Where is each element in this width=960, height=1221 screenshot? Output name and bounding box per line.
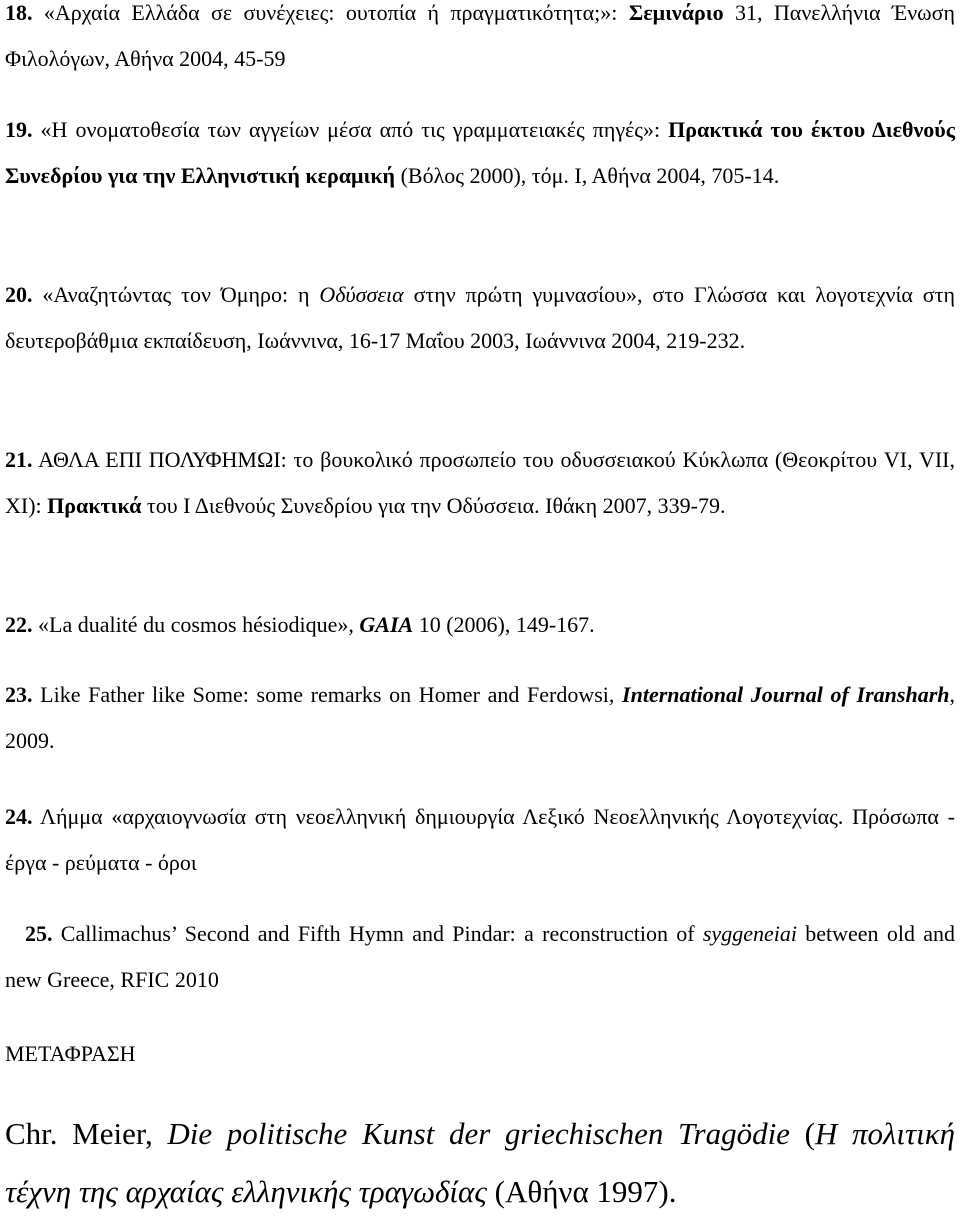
entry-text: του Ι Διεθνούς Συνεδρίου για την Οδύσσεια. Ιθάκη 2007, 339-79.: [141, 493, 726, 518]
entry-italic-term: syggeneiai: [702, 921, 797, 946]
entry-number: 20.: [5, 282, 33, 307]
entry-journal-title: International Journal of Iransharh: [622, 682, 950, 707]
entry-text: , 2009.: [5, 682, 955, 753]
entry-number: 25.: [25, 921, 53, 946]
bibliography-entry-23: [5, 672, 955, 764]
entry-bold-title: Πρακτικά του έκτου Διεθνούς Συνεδρίου για την Ελληνιστική κεραμική: [5, 117, 955, 188]
bibliography-entry-20: [5, 272, 955, 364]
bibliography-entry-22: [5, 602, 955, 648]
bibliography-entry-24: [5, 794, 955, 886]
entry-number: 24.: [5, 804, 33, 829]
section-heading: ΜΕΤΑΦΡΑΣΗ: [5, 1041, 136, 1066]
entry-text: 10 (2006), 149-167.: [413, 612, 595, 637]
entry-number: 19.: [5, 117, 33, 142]
entry-text: «Αναζητώντας τον Όμηρο: η: [32, 282, 320, 307]
entry-bold-title: Σεμινάριο: [628, 0, 724, 25]
translation-author: Chr. Meier,: [5, 1116, 168, 1151]
entry-text: Like Father like Some: some remarks on Homer and Ferdowsi,: [32, 682, 623, 707]
entry-text: «La dualité du cosmos hésiodique»,: [32, 612, 360, 637]
entry-bold-title: Πρακτικά: [47, 493, 142, 518]
entry-text: Callimachus’ Second and Fifth Hymn and Pindar: a reconstruction of: [52, 921, 703, 946]
entry-text: 31, Πανελλήνια Ένωση Φιλολόγων, Αθήνα 2004, 45-59: [5, 0, 955, 71]
bibliography-entry-25: [5, 911, 955, 1003]
entry-text: «Η ονοματοθεσία των αγγείων μέσα από τις γραμματειακές πηγές»:: [32, 117, 669, 142]
entry-number: 22.: [5, 612, 33, 637]
bibliography-entry-19: [5, 107, 955, 199]
translation-entry: [5, 1105, 955, 1221]
entry-italic-title: Οδύσσεια: [319, 282, 404, 307]
translation-paren: (: [789, 1116, 815, 1151]
entry-text: «Αρχαία Ελλάδα σε συνέχειες: ουτοπία ή πραγματικότητα;»:: [32, 0, 629, 25]
translation-publication: (Αθήνα 1997).: [486, 1174, 677, 1209]
bibliography-entry-18: [5, 0, 955, 82]
entry-text: between old and new Greece, RFIC 2010: [5, 921, 955, 992]
entry-text: (Βόλος 2000), τόμ. Ι, Αθήνα 2004, 705-14.: [395, 163, 780, 188]
entry-text: Λήμμα «αρχαιογνωσία στη νεοελληνική δημιουργία Λεξικό Νεοελληνικής Λογοτεχνίας. Πρόσωπα - έργα - ρεύματα - όροι: [5, 804, 955, 875]
entry-number: 21.: [5, 447, 33, 472]
bibliography-entry-21: [5, 437, 955, 529]
translation-original-title: Die politische Kunst der griechischen Tragödie: [167, 1116, 790, 1151]
translation-greek-title: Η πολιτική τέχνη της αρχαίας ελληνικής τραγωδίας: [5, 1116, 956, 1209]
entry-text: ΑΘΛΑ ΕΠΙ ΠΟΛΥΦΗΜΩΙ: το βουκολικό προσωπείο του οδυσσειακού Κύκλωπα (Θεοκρίτου VI, VII, XI):: [5, 447, 955, 518]
entry-number: 18.: [5, 0, 33, 25]
entry-journal-title: GAIA: [359, 612, 414, 637]
entry-number: 23.: [5, 682, 33, 707]
entry-text: στην πρώτη γυμνασίου», στο Γλώσσα και λογοτεχνία στη δευτεροβάθμια εκπαίδευση, Ιωάννινα, 16-17 Μαΐου 2003, Ιωάννινα 2004, 219-232.: [5, 282, 955, 353]
